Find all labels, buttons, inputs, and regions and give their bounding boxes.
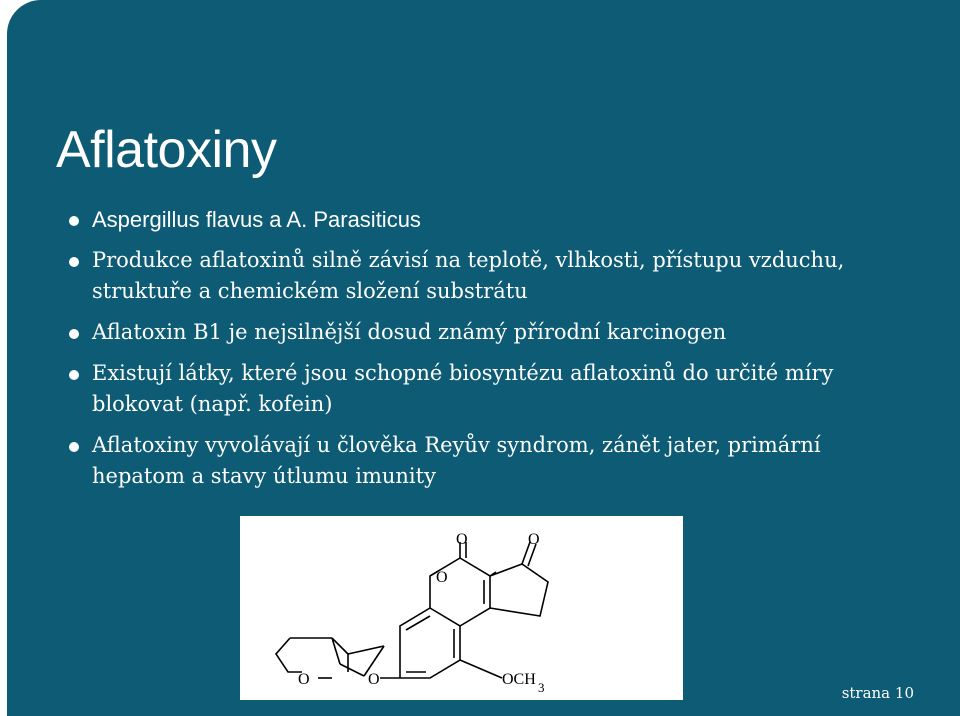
bullet-text: Produkce aflatoxinů silně závisí na teplotě, vlhkosti, přístupu vzduchu, struktuře a chemickém složení substrátu [92,248,845,303]
bullet-list [60,204,920,502]
bullet-item [60,204,920,235]
atom-label-oxygen: O [298,671,310,688]
bullet-item [60,317,920,348]
bullet-icon [69,257,79,267]
bullet-icon [69,329,79,339]
bullet-text: Aflatoxin B1 je nejsilnější dosud známý přírodní karcinogen [92,320,727,344]
bullet-item [60,358,920,420]
atom-label-oxygen: O [528,531,540,548]
page-number: strana 10 [841,684,914,702]
structure-bonds [276,542,548,678]
methoxy-subscript: 3 [538,680,545,695]
atom-label-oxygen: O [456,531,468,548]
aflatoxin-structure-diagram [240,516,683,700]
bullet-text: Aflatoxiny vyvolávají u člověka Reyův syndrom, zánět jater, primární hepatom a stavy útlumu imunity [92,433,821,488]
bullet-item [60,430,920,492]
bullet-icon [69,216,79,226]
aflatoxin-structure-image [240,516,683,700]
bullet-text: Existují látky, které jsou schopné biosyntézu aflatoxinů do určité míry blokovat (např. kofein) [92,361,834,416]
bullet-item [60,245,920,307]
bullet-icon [69,442,79,452]
slide-title: Aflatoxiny [56,121,277,179]
methoxy-label: OCH [502,671,536,688]
bullet-text: Aspergillus flavus a A. Parasiticus [92,207,421,232]
atom-label-oxygen: O [436,569,448,586]
bullet-icon [69,370,79,380]
atom-label-oxygen: O [368,671,380,688]
